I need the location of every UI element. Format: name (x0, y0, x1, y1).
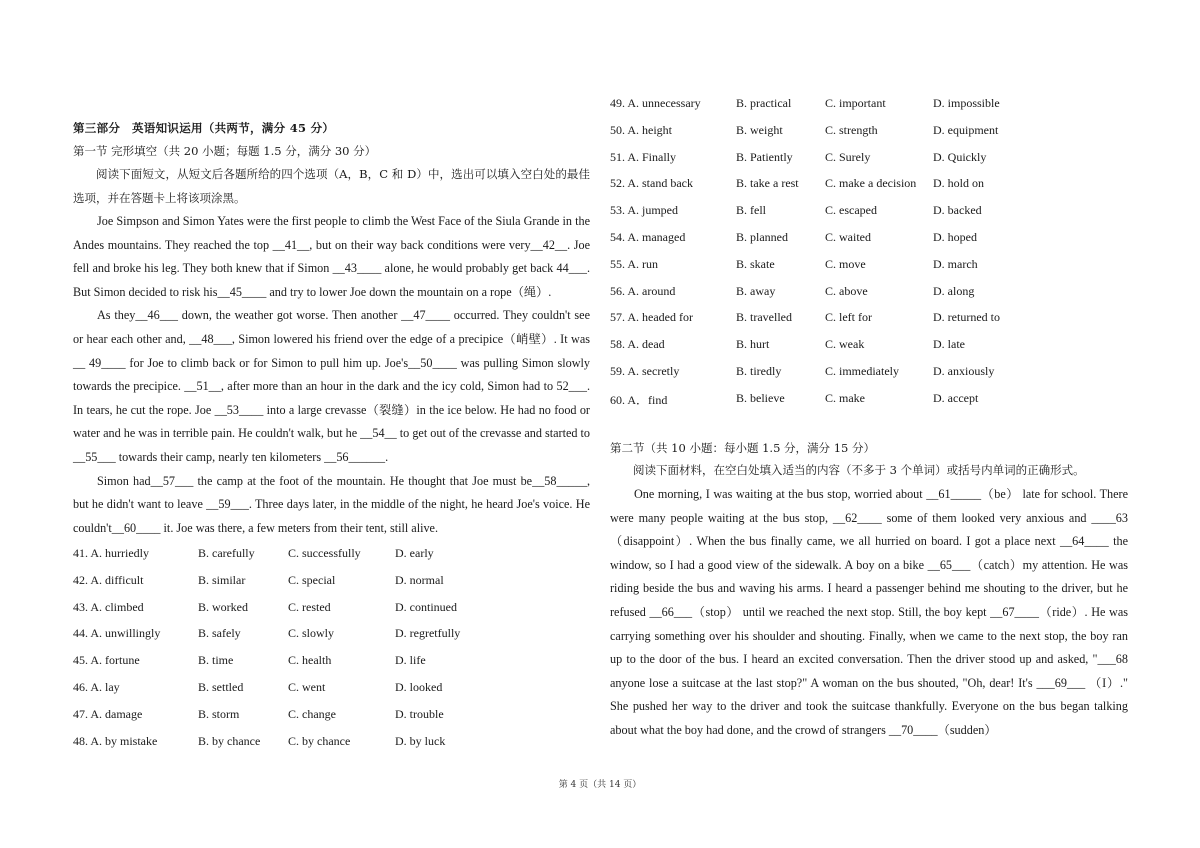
option-a: 58. A. dead (610, 337, 665, 352)
option-c: C. went (288, 679, 326, 694)
cloze-passage (73, 210, 590, 540)
option-row (610, 257, 1128, 284)
option-c: C. special (288, 572, 336, 587)
option-d: D. looked (395, 679, 443, 694)
option-c: C. successfully (288, 546, 361, 560)
option-c: C. waited (825, 229, 871, 244)
option-d: D. backed (933, 203, 982, 218)
option-b: B. time (198, 653, 234, 668)
option-b: B. carefully (198, 546, 255, 560)
option-row (73, 734, 590, 761)
option-d: D. regretfully (395, 626, 461, 641)
option-c: C. escaped (825, 203, 877, 218)
option-a: 49. A. unnecessary (610, 96, 701, 110)
option-a: 45. A. fortune (73, 653, 140, 668)
option-d: D. early (395, 546, 434, 560)
option-a: 56. A. around (610, 283, 676, 298)
option-d: D. equipment (933, 122, 999, 137)
option-b: B. take a rest (736, 176, 799, 191)
option-b: B. similar (198, 572, 246, 587)
option-row (610, 150, 1128, 177)
option-row (610, 230, 1128, 257)
cloze-paragraph-3: Simon had__57___ the camp at the foot of the mountain. He thought that Joe must be__58_____, but he didn't want to leave __59___. Three days later, in the middle of the night, he heard Joe's voice. He couldn't__60____ it. Joe was there, a few meters from their tent, still alive. (73, 473, 590, 535)
option-a: 50. A. height (610, 122, 672, 137)
option-d: D. along (933, 283, 975, 298)
option-b: B. travelled (736, 310, 792, 325)
option-d: D. march (933, 256, 978, 271)
option-row (73, 600, 590, 627)
option-c: C. slowly (288, 626, 335, 641)
option-row (610, 123, 1128, 150)
option-b: B. by chance (198, 733, 261, 748)
option-d: D. by luck (395, 733, 446, 748)
option-c: C. change (288, 706, 336, 721)
options-list-right (610, 96, 1128, 418)
section1-heading: 第一节 完形填空（共 20 小题；每题 1.5 分，满分 30 分） (73, 144, 377, 158)
option-b: B. away (736, 283, 776, 298)
option-row (610, 337, 1128, 364)
option-a: 60. A．find (610, 392, 668, 407)
option-b: B. storm (198, 706, 240, 721)
cloze-paragraph-1: Joe Simpson and Simon Yates were the first people to climb the West Face of the Siula Grande in the Andes mountains. They reached the top __41__, but on their way back conditions were very__42__. Joe fell and broke his leg. They both knew that if Simon __43____ alone, he would probably get back 44___. But Simon decided to risk his__45____ and try to lower Joe down the mountain on a rope（绳）. (73, 214, 590, 299)
option-a: 42. A. difficult (73, 572, 144, 587)
option-d: D. continued (395, 599, 457, 614)
option-row (610, 96, 1128, 123)
option-d: D. returned to (933, 310, 1000, 325)
option-b: B. safely (198, 626, 241, 641)
option-row (610, 364, 1128, 391)
option-row (610, 176, 1128, 203)
section2-instruction: 阅读下面材料，在空白处填入适当的内容（不多于 3 个单词）或括号内单词的正确形式。 (633, 463, 1085, 477)
option-c: C. Surely (825, 149, 871, 164)
option-b: B. hurt (736, 337, 770, 352)
option-c: C. by chance (288, 733, 351, 748)
option-a: 43. A. climbed (73, 599, 144, 614)
option-a: 55. A. run (610, 256, 658, 271)
section2-heading: 第二节（共 10 小题：每小题 1.5 分，满分 15 分） (610, 441, 875, 455)
option-d: D. impossible (933, 96, 1000, 110)
cloze-paragraph-2: As they__46___ down, the weather got worse. Then another __47____ occurred. They couldn't see or hear each other and, __48___, Simon lowered his friend over the edge of a precipice（峭壁）. It was __ 49____ for Joe to climb back or for Simon to pull him up. Joe's__50____ was pulling Simon slowly towards the precipice. __51__, after more than an hour in the dark and the icy cold, Simon had to 52___. In tears, he cut the rope. Joe __53____ into a large crevasse（裂缝）in the ice below. He had no food or water and he was in terrible pain. He couldn't walk, but he __54__ to get out of the crevasse and started to __55___ towards their camp, nearly ten kilometers __56______. (73, 308, 590, 464)
option-c: C. above (825, 283, 868, 298)
option-b: B. planned (736, 229, 788, 244)
option-b: B. skate (736, 256, 775, 271)
option-a: 48. A. by mistake (73, 733, 158, 748)
option-row (73, 707, 590, 734)
option-a: 57. A. headed for (610, 310, 693, 325)
option-d: D. trouble (395, 706, 444, 721)
option-a: 51. A. Finally (610, 149, 677, 164)
option-b: B. practical (736, 96, 792, 110)
option-d: D. late (933, 337, 965, 352)
option-d: D. accept (933, 390, 979, 405)
option-b: B. worked (198, 599, 248, 614)
option-a: 52. A. stand back (610, 176, 693, 191)
option-row (73, 680, 590, 707)
part-title: 第三部分 英语知识运用（共两节，满分 45 分） (73, 121, 335, 135)
option-c: C. health (288, 653, 332, 668)
option-c: C. make a decision (825, 176, 917, 191)
option-d: D. life (395, 653, 426, 668)
option-c: C. immediately (825, 363, 899, 378)
option-row (610, 284, 1128, 311)
option-b: B. weight (736, 122, 783, 137)
option-row (73, 573, 590, 600)
option-c: C. strength (825, 122, 878, 137)
option-a: 54. A. managed (610, 229, 686, 244)
option-d: D. Quickly (933, 149, 987, 164)
option-c: C. weak (825, 337, 865, 352)
option-a: 47. A. damage (73, 706, 143, 721)
options-list-left (73, 546, 590, 760)
option-b: B. tiredly (736, 363, 782, 378)
option-a: 44. A. unwillingly (73, 626, 161, 641)
option-row (73, 626, 590, 653)
option-b: B. settled (198, 679, 244, 694)
option-b: B. Patiently (736, 149, 793, 164)
option-a: 46. A. lay (73, 679, 120, 694)
section1-instruction: 阅读下面短文，从短文后各题所给的四个选项（A，B，C 和 D）中，选出可以填入空白处的最佳选项，并在答题卡上将该项涂黑。 (73, 167, 590, 205)
option-b: B. fell (736, 203, 766, 218)
option-c: C. important (825, 96, 886, 110)
page-footer: 第 4 页（共 14 页） (558, 780, 642, 790)
option-d: D. hoped (933, 229, 977, 244)
option-b: B. believe (736, 390, 785, 405)
option-c: C. move (825, 256, 866, 271)
option-d: D. hold on (933, 176, 984, 191)
option-c: C. left for (825, 310, 872, 325)
option-row (73, 653, 590, 680)
option-d: D. normal (395, 572, 444, 587)
option-a: 53. A. jumped (610, 203, 678, 218)
option-a: 41. A. hurriedly (73, 546, 149, 560)
option-row (610, 203, 1128, 230)
grammar-passage: One morning, I was waiting at the bus stop, worried about __61_____（be） late for school. There were many people waiting at the bus stop, __62____ some of them looked very anxious and ____63（disappoint）. When the bus finally came, we all hurried on board. I got a place next __64____ the window, so I had a good view of the sidewalk. A boy on a bike __65___（catch）my attention. He was riding beside the bus and waving his arms. I heard a passenger behind me shouting to the driver, but he refused __66___（stop） until we reached the next stop. Still, the boy kept __67____（ride）. He was carrying something over his shoulder and shouting. Finally, when we came to the next stop, the boy ran up to the door of the bus. I heard an excited conversation. Then the driver stood up and asked, "___68 anyone lose a suitcase at the last stop?" A woman on the bus shouted, "Oh, dear! It's ___69___ （I）." She pushed her way to the driver and took the suitcase thankfully. Everyone on the bus began talking about what the boy had done, and the crowd of strangers __70____（sudden） (610, 487, 1128, 737)
option-c: C. rested (288, 599, 331, 614)
option-a: 59. A. secretly (610, 363, 680, 378)
option-c: C. make (825, 390, 865, 405)
option-d: D. anxiously (933, 363, 995, 378)
option-row (610, 310, 1128, 337)
option-row (73, 546, 590, 573)
option-row (610, 391, 1128, 418)
